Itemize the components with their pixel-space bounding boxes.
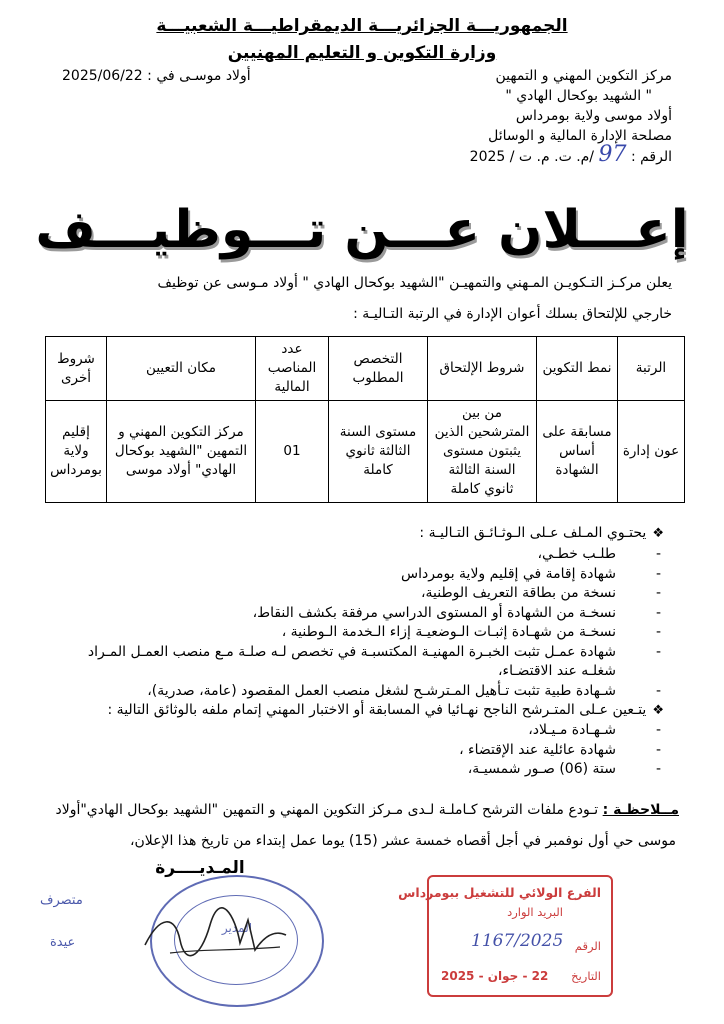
list-item: - نسخـة من الشهادة أو المستوى الدراسي مرفقة بكشف النقاط، <box>88 604 616 624</box>
header-conditions: شروط الإلتحاق <box>428 337 537 401</box>
reference-number <box>469 142 672 167</box>
reg-stamp-date-label: التاريخ <box>571 969 601 983</box>
list-item: - شهادة عمـل تثبت الخبـرة المهنيـة المكتسبـة في تخصص لـه صلـة مـع منصب العمـل المـراد <box>88 643 616 663</box>
list-item: - ستة (06) صـور شمسيـة، <box>459 760 616 780</box>
list-item: - نسخة من بطاقة التعريف الوطنية، <box>88 584 616 604</box>
list-item: - شـهادة طبية تثبت تـأهيل المـترشـح لشغل منصب العمل المقصود (عامة، صدرية)، <box>88 682 616 702</box>
ministry-heading: وزارة التكوين و التعليم المهنيين <box>227 43 497 63</box>
header-specialty: التخصص المطلوب <box>329 337 428 401</box>
header-count: عدد المناصب المالية <box>256 337 329 401</box>
list-item: - طلـب خطـي، <box>88 545 616 565</box>
announcement-title: إعـــلان عـــن تـــوظيـــف <box>35 200 689 260</box>
sender-line-4: مصلحة الإدارة المالية و الوسائل <box>488 128 672 144</box>
sender-line-3: أولاد موسى ولاية بومرداس <box>515 108 672 124</box>
reference-handwritten-number: 97 <box>598 142 627 167</box>
reg-stamp-office: الفرع الولائي للتشغيل ببومرداس <box>398 885 601 900</box>
note-line-2: موسى حي أول نوفمبر في أجل أقصاه خمسة عشر (15) يوما عمل إبتداء من تاريخ هذا الإعلان، <box>129 833 676 849</box>
sender-line-2: " الشهيد بوكحال الهادي " <box>505 88 652 104</box>
reg-stamp-number-label: الرقم <box>574 939 601 953</box>
cell-mode: مسابقة على أساس الشهادة <box>537 401 618 503</box>
date-line: أولاد موسـى في : 2025/06/22 <box>62 68 251 84</box>
list-item: - شـهـادة مـيـلاد، <box>459 721 616 741</box>
reference-label: الرقم : <box>630 149 672 165</box>
table-row <box>46 401 685 503</box>
intro-line-1: يعلن مركـز التـكويـن المـهني والتمهيـن "الشهيد بوكحال الهادي " أولاد مـوسى عن توظيف <box>157 275 672 291</box>
intro-line-2: خارجي للإلتحاق بسلك أعوان الإدارة في الرتبة التـاليـة : <box>353 306 672 322</box>
director-name-line-1: متصرف <box>40 893 83 908</box>
republic-heading: الجمهوريـــة الجزائريـــة الديمقراطيـــة الشعبيـــة <box>156 16 568 36</box>
reference-suffix: /م. ت. م. ت / 2025 <box>469 149 595 165</box>
cell-count: 01 <box>256 401 329 503</box>
list-item: - شهادة إقامة في إقليم ولاية بومرداس <box>88 565 616 585</box>
header-grade: الرتبة <box>618 337 685 401</box>
list-item-continuation: شغلـه عند الاقتضـاء، <box>498 663 616 679</box>
cell-grade: عون إدارة <box>618 401 685 503</box>
cell-location: مركز التكوين المهني و التمهين "الشهيد بوكحال الهادي" أولاد موسى <box>107 401 256 503</box>
reg-stamp-number: 1167/2025 <box>471 931 564 951</box>
docs-list <box>88 545 616 701</box>
docs-heading: ❖ يحتـوي المـلف عـلى الـوثـائـق التـاليـة : <box>419 524 664 544</box>
reg-stamp-date: 22 - جوان - 2025 <box>441 969 549 983</box>
list-item: - شهادة عائلية عند الإقتضاء ، <box>459 741 616 761</box>
director-name-line-2: عيدة <box>50 935 76 950</box>
cell-specialty: مستوى السنة الثالثة ثانوي كاملة <box>329 401 428 503</box>
cell-conditions: من بين المترشحين الذين يثبتون مستوى السنة الثالثة ثانوي كاملة <box>428 401 537 503</box>
note-label: مــلاحظـة : <box>602 802 679 818</box>
director-title: المـديــــرة <box>155 858 245 878</box>
docs-heading-2: ❖ يتـعين عـلى المتـرشح الناجح نهـائيا في المسابقة أو الاختبار المهني إتمام ملفه بالوثائق التالية : <box>108 701 664 721</box>
stamp-center-text: المدير <box>221 921 253 935</box>
cell-other: إقليم ولاية بومرداس <box>46 401 107 503</box>
docs-list-2 <box>459 721 616 780</box>
list-item: - نسخـة من شهـادة إثبـات الـوضعيـة إزاء الـخدمة الـوطنية ، <box>88 623 616 643</box>
note-text-1: تـودع ملفات الترشح كـاملـة لـدى مـركز التكوين المهني و التمهين "الشهيد بوكحال الهادي"أولاد <box>55 802 599 818</box>
registration-stamp <box>398 875 613 997</box>
note-line-1 <box>55 799 679 821</box>
header-other: شروط أخرى <box>46 337 107 401</box>
table-header-row <box>46 337 685 401</box>
reg-stamp-mail: البريد الوارد <box>507 905 563 919</box>
handwritten-signature-icon <box>140 905 290 965</box>
sender-line-1: مركز التكوين المهني و التمهين <box>495 68 672 84</box>
header-mode: نمط التكوين <box>537 337 618 401</box>
positions-table <box>45 336 685 503</box>
header-location: مكان التعيين <box>107 337 256 401</box>
